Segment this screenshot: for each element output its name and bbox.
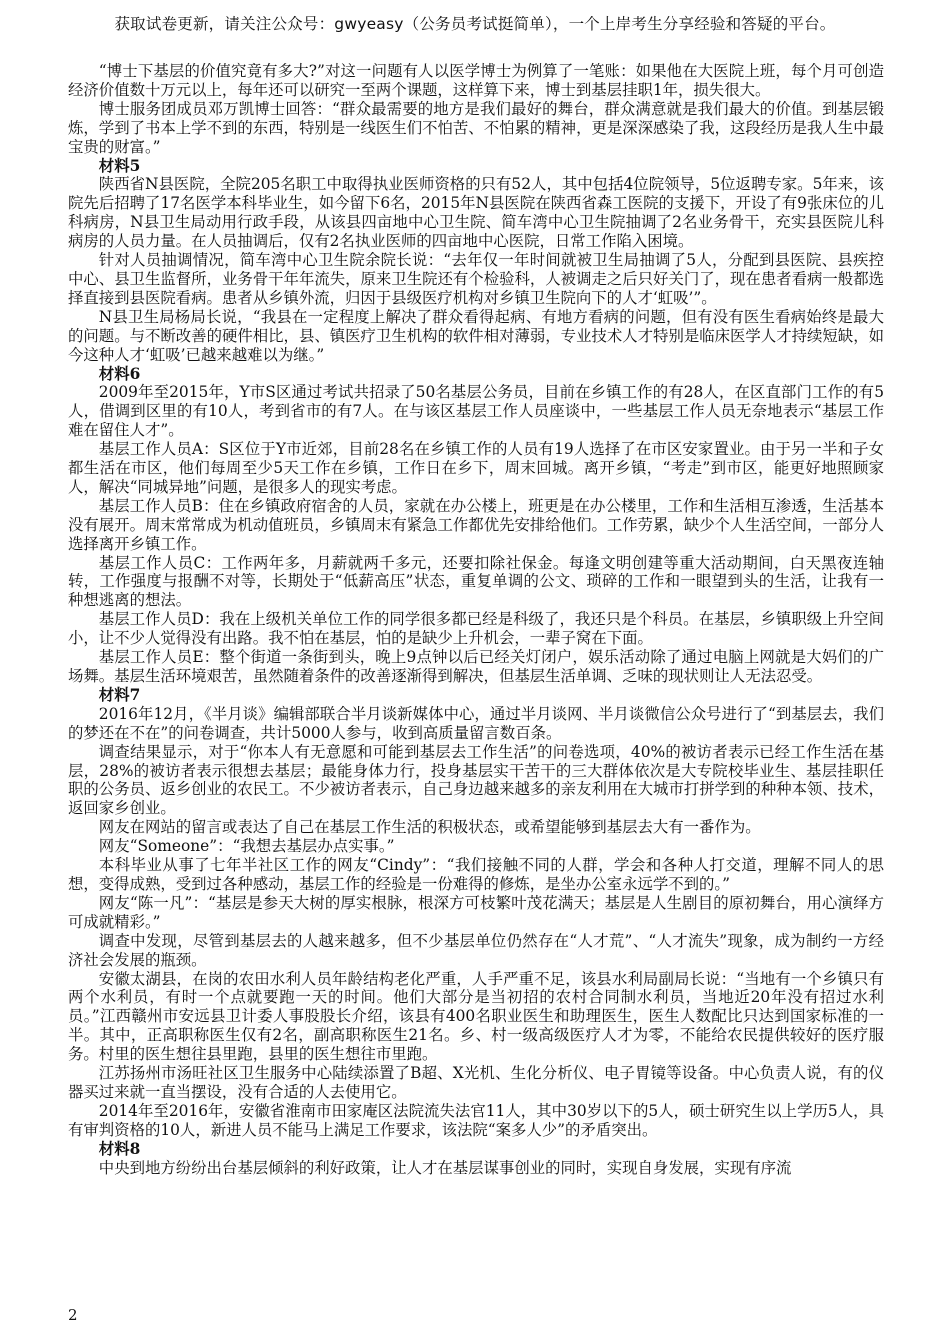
page-number: 2 [68,1306,78,1324]
paragraph: 调查中发现，尽管到基层去的人越来越多，但不少基层单位仍然存在“人才荒”、“人才流失”现象，成为制约一方经济社会发展的瓶颈。 [68,931,884,969]
paragraph: 基层工作人员E：整个街道一条街到头，晚上9点钟以后已经关灯闭户，娱乐活动除了通过电脑上网就是大妈们的广场舞。基层生活环境艰苦，虽然随着条件的改善逐渐得到解决，但基层生活单调、乏味的现状则让人无法忍受。 [68,648,884,685]
paragraph: 基层工作人员C：工作两年多，月薪就两千多元，还要扣除社保金。每逢文明创建等重大活动期间，白天黑夜连轴转，工作强度与报酬不对等，长期处于“低薪高压”状态，重复单调的公文、琐碎的工作和一眼望到头的生活，让我有一种想逃离的想法。 [68,553,884,610]
paragraph: 本科毕业从事了七年半社区工作的网友“Cindy”：“我们接触不同的人群，学会和各种人打交道，理解不同人的思想，变得成熟，受到过各种感动，基层工作的经验是一份难得的修炼，是坐办公室永远学不到的。” [68,856,884,893]
paragraph: 针对人员抽调情况，简车湾中心卫生院余院长说：“去年仅一年时间就被卫生局抽调了5人，分配到县医院、县疾控中心、县卫生监督所，业务骨干年年流失，原来卫生院还有个检验科，人被调走之后只好关门了，现在患者看病一般都选择直接到县医院看病。患者从乡镇外流，归因于县级医疗机构对乡镇卫生院向下的人才‘虹吸’”。 [68,251,884,307]
paragraph: 陕西省N县医院，全院205名职工中取得执业医师资格的只有52人，其中包括4位院领导，5位返聘专家。5年来，该院先后招聘了17名医学本科毕业生，如今留下6名，2015年N县医院在陕西省森工医院的支援下，开设了有9张床位的儿科病房，N县卫生局动用行政手段，从该县四亩地中心卫生院、简车湾中心卫生院抽调了2名业务骨干，充实县医院儿科病房的人员力量。在人员抽调后，仅有2名执业医师的四亩地中心医院，日常工作陷入困境。 [68,175,884,251]
section-heading-material-5: 材料5 [98,156,141,175]
paragraph: 2009年至2015年，Y市S区通过考试共招录了50名基层公务员，目前在乡镇工作的有28人，在区直部门工作的有5人，借调到区里的有10人，考到省市的有7人。在与该区基层工作人员座谈中，一些基层工作人员无奈地表示“基层工作难在留住人才”。 [68,383,884,440]
document-body [68,62,884,1177]
paragraph: N县卫生局杨局长说，“我县在一定程度上解决了群众看得起病、有地方看病的问题，但有没有医生看病始终是最大的问题。与不断改善的硬件相比，县、镇医疗卫生机构的软件相对薄弱，专业技术人才特别是临床医学人才持续短缺，如今这种人才‘虹吸’已越来越难以为继。” [68,307,884,364]
paragraph: 江苏扬州市汤旺社区卫生服务中心陆续添置了B超、X光机、生化分析仪、电子胃镜等设备。中心负责人说，有的仪器买过来就一直当摆设，没有合适的人去使用它。 [68,1064,884,1101]
section-heading-material-7: 材料7 [98,685,141,704]
paragraph: 博士服务团成员邓万凯博士回答：“群众最需要的地方是我们最好的舞台，群众满意就是我们最大的价值。到基层锻炼，学到了书本上学不到的东西，特别是一线医生们不怕苦、不怕累的精神，更是深深感染了我，这段经历是我人生中最宝贵的财富。” [68,99,884,156]
paragraph: 网友“陈一凡”：“基层是参天大树的厚实根脉，根深方可枝繁叶茂花满天；基层是人生剧目的原初舞台，用心演绎方可成就精彩。” [68,893,884,931]
section-heading-material-8: 材料8 [98,1139,141,1158]
section-heading-material-6: 材料6 [98,364,141,383]
paragraph: 基层工作人员D：我在上级机关单位工作的同学很多都已经是科级了，我还只是个科员。在基层，乡镇职级上升空间小，让不少人觉得没有出路。我不怕在基层，怕的是缺少上升机会，一辈子窝在下面。 [68,610,884,648]
paragraph: 调查结果显示，对于“你本人有无意愿和可能到基层去工作生活”的问卷选项，40%的被访者表示已经工作生活在基层，28%的被访者表示很想去基层；最能身体力行，投身基层实干苦干的三大群体依次是大专院校毕业生、基层挂职任职的公务员、返乡创业的农民工。不少被访者表示，自己身边越来越多的亲友利用在大城市打拼学到的种种本领、技术，返回家乡创业。 [68,742,884,818]
paragraph: “博士下基层的价值究竟有多大?”对这一问题有人以医学博士为例算了一笔账：如果他在大医院上班，每个月可创造经济价值数十万元以上，每年还可以研究一至两个课题，这样算下来，博士到基层挂职1年，损失很大。 [68,62,884,99]
header-banner: 获取试卷更新，请关注公众号：gwyeasy（公务员考试挺简单），一个上岸考生分享经验和答疑的平台。 [114,15,836,33]
paragraph: 网友“Someone”：“我想去基层办点实事。” [98,837,395,856]
paragraph: 基层工作人员A：S区位于Y市近郊，目前28名在乡镇工作的人员有19人选择了在市区安家置业。由于另一半和子女都生活在市区，他们每周至少5天工作在乡镇，工作日在乡下，周末回城。离开乡镇，“考走”到市区，能更好地照顾家人，解决“同城异地”问题，是很多人的现实考虑。 [68,440,884,496]
paragraph: 中央到地方纷纷出台基层倾斜的利好政策，让人才在基层谋事创业的同时，实现自身发展，实现有序流 [98,1158,792,1177]
paragraph: 基层工作人员B：住在乡镇政府宿舍的人员，家就在办公楼上，班更是在办公楼里，工作和生活相互渗透，生活基本没有展开。周末常常成为机动值班员，乡镇周末有紧急工作都优先安排给他们。工作劳累，缺少个人生活空间，一部分人选择离开乡镇工作。 [68,496,884,553]
paragraph: 2016年12月，《半月谈》编辑部联合半月谈新媒体中心，通过半月谈网、半月谈微信公众号进行了“到基层去，我们的梦还在不在”的问卷调查，共计5000人参与，收到高质量留言数百条。 [68,704,884,742]
paragraph: 网友在网站的留言或表达了自己在基层工作生活的积极状态，或希望能够到基层去大有一番作为。 [98,818,761,837]
paragraph: 安徽太湖县，在岗的农田水利人员年龄结构老化严重，人手严重不足，该县水利局副局长说：“当地有一个乡镇只有两个水利员，有时一个点就要跑一天的时间。他们大部分是当初招的农村合同制水利员，当地近20年没有招过水利员。”江西赣州市安远县卫计委人事股股长介绍，该县有400名职业医生和助理医生，医生人数配比只达到国家标准的一半。其中，正高职称医生仅有2名，副高职称医生21名。乡、村一级高级医疗人才为零，不能给农民提供较好的医疗服务。村里的医生想往县里跑，县里的医生想往市里跑。 [68,969,884,1064]
paragraph: 2014年至2016年，安徽省淮南市田家庵区法院流失法官11人，其中30岁以下的5人，硕士研究生以上学历5人，具有审判资格的10人，新进人员不能马上满足工作要求，该法院“案多人少”的矛盾突出。 [68,1101,884,1139]
